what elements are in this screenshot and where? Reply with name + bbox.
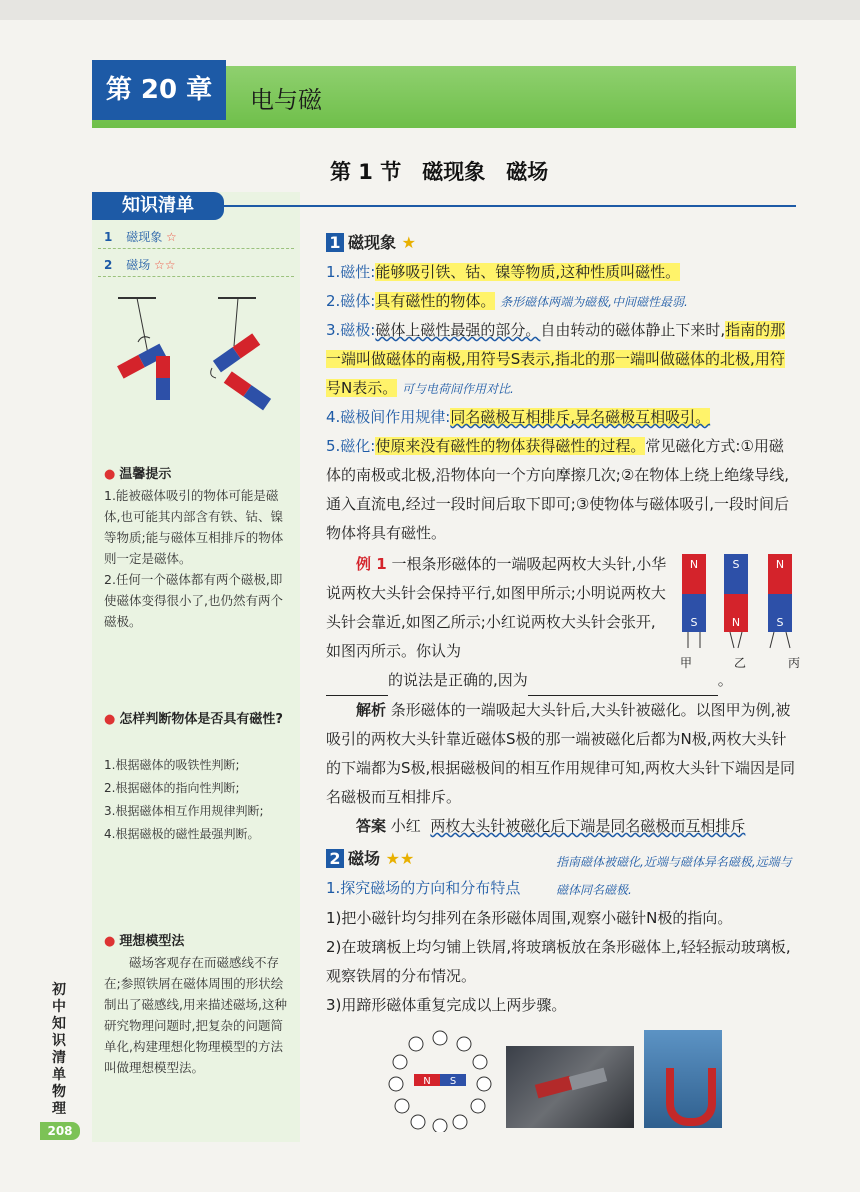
step-item: 2)在玻璃板上均匀铺上铁屑,将玻璃板放在条形磁体上,轻轻振动玻璃板,观察铁屑的分布情况。 [326, 938, 791, 985]
toc-divider [98, 248, 294, 249]
vertical-book-title: 初中知识清单 物理 [52, 982, 80, 1117]
chapter-title: 电与磁 [250, 86, 322, 114]
svg-text:N: N [731, 616, 741, 629]
chapter-label: 第 20 章 [92, 60, 226, 120]
example-1: 例 1 一根条形磁体的一端吸起两枚大头针,小华说两枚大头针会保持平行,如图甲所示;小明说两枚大头针会靠近,如图乙所示;小红说两枚大头针会张开,如图丙所示。你认为 [326, 555, 667, 660]
toc-num: 2 [104, 258, 113, 272]
tip-body-1 [104, 485, 292, 632]
step-item: 3)用蹄形磁体重复完成以上两步骤。 [326, 996, 567, 1014]
toc-item-2[interactable] [104, 256, 294, 273]
bar-magnet-filings-photo [506, 1046, 634, 1128]
tip-item: 1.能被磁体吸引的物体可能是磁体,也可能其内部含有铁、钴、镍等物质;能与磁体互相排斥的物体则一定是磁体。 [104, 488, 284, 566]
toc-label: 磁场 [126, 258, 151, 272]
svg-text:N: N [775, 558, 785, 571]
handwritten-note: 指南磁体被磁化,近端与磁体异名磁极,远端与磁体同名磁极. [556, 855, 792, 897]
tip-body-3: 磁场客观存在而磁感线不存在;参照铁屑在磁体周围的形状绘制出了磁感线,用来描述磁场,这种研究物理问题时,把复杂的问题简单化,构建理想化物理模型的方法叫做理想模型法。 [104, 955, 287, 1075]
star-icon: ☆ [166, 230, 177, 244]
step-item: 1)把小磁针均匀排列在条形磁体周围,观察小磁针N极的指向。 [326, 909, 733, 927]
steps-list [326, 904, 798, 1020]
figure-label: 甲 [680, 656, 693, 670]
header-divider [224, 205, 796, 207]
figure-label: 丙 [787, 656, 800, 670]
para-magnetism: 1.磁性:能够吸引铁、钴、镍等物质,这种性质叫磁性。 [326, 263, 681, 281]
tip-body-2 [104, 754, 292, 846]
heading-1: 1 磁现象 ★ [326, 230, 416, 253]
horseshoe-magnet-filings-photo [644, 1030, 722, 1128]
toc-divider [98, 276, 294, 277]
para-poles: 3.磁极:磁体上磁性最强的部分。自由转动的磁体静止下来时,指南的那一端叫做磁体的南极,用符号S表示,指北的那一端叫做磁体的北极,用符号N表示。 可与电荷间作用对比. [326, 321, 786, 397]
star-icon: ☆☆ [154, 258, 176, 272]
figure-label: 乙 [733, 656, 746, 670]
answer-blank-1[interactable] [326, 666, 388, 696]
sidebar-header: 知识清单 [92, 192, 224, 220]
svg-text:S: S [732, 558, 740, 571]
heading-2: 2 磁场 ★★ [326, 846, 414, 869]
page-number: 208 [40, 1122, 80, 1140]
svg-text:S: S [690, 616, 698, 629]
toc-num: 1 [104, 230, 113, 244]
para-magnetization: 5.磁化:使原来没有磁性的物体获得磁性的过程。常见磁化方式:①用磁体的南极或北极,沿物体向一个方向摩擦几次;②在物体上绕上绝缘导线,通入直流电,经过一段时间后取下即可;③使物体与磁体吸引,一段时间后物体将具有磁性。 [326, 437, 790, 542]
para-pole-law: 4.磁极间作用规律:同名磁极互相排斥,异名磁极互相吸引。 [326, 408, 711, 426]
tip-title-2: ● 怎样判断物体是否具有磁性? [104, 712, 283, 727]
toc-label: 磁现象 [126, 230, 163, 244]
svg-text:N: N [689, 558, 699, 571]
analysis: 解析 条形磁体的一端吸起大头针后,大头针被磁化。以图甲为例,被吸引的两枚大头针靠近磁体S极的那一端被磁化后都为N极,两枚大头针的下端都为S极,根据磁极间的相互作用规律可知,两枚大头针下端因是同名磁极而互相排斥。 [326, 701, 796, 806]
example-1-blanks: 的说法是正确的,因为 。 [326, 666, 798, 696]
svg-text:S: S [449, 1076, 457, 1087]
tip-item: 4.根据磁极的磁性最强判断。 [104, 827, 260, 841]
answer: 答案 小红 两枚大头针被磁化后下端是同名磁极而互相排斥 [356, 817, 746, 835]
toc-item-1[interactable] [104, 228, 294, 245]
section-title: 第 1 节 磁现象 磁场 [330, 160, 549, 184]
figure-labels [680, 654, 800, 671]
suspended-magnets-illustration [100, 290, 296, 420]
compass-ring-figure [388, 1028, 492, 1132]
tip-item: 2.任何一个磁体都有两个磁极,即使磁体变得很小了,也仍然有两个磁极。 [104, 572, 283, 629]
svg-text:N: N [423, 1076, 431, 1087]
top-strip [0, 0, 860, 20]
tip-title-1: ● 温馨提示 [104, 467, 172, 482]
svg-text:S: S [776, 616, 784, 629]
tip-title-3: ● 理想模型法 [104, 934, 185, 949]
tip-item: 2.根据磁体的指向性判断; [104, 781, 240, 795]
para-magnet: 2.磁体:具有磁性的物体。 条形磁体两端为磁极,中间磁性最弱. [326, 292, 688, 310]
tip-item: 3.根据磁体相互作用规律判断; [104, 804, 264, 818]
subheading-explore: 1.探究磁场的方向和分布特点 [326, 879, 521, 897]
tip-item: 1.根据磁体的吸铁性判断; [104, 758, 240, 772]
